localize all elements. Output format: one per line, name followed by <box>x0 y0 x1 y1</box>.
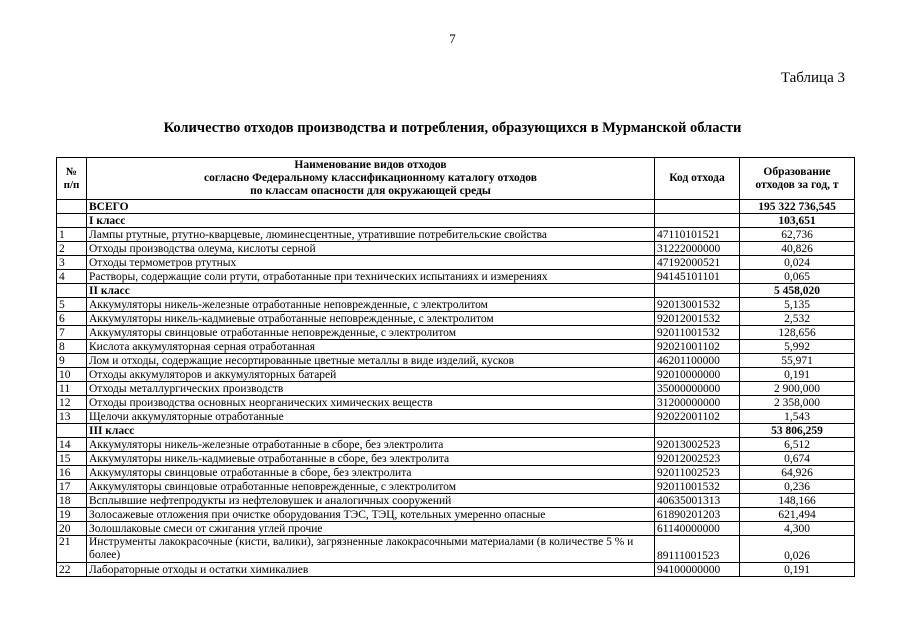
waste-name: Аккумуляторы свинцовые отработанные в сборе, без электролита <box>87 466 655 480</box>
table-row <box>57 536 855 563</box>
row-number: 11 <box>57 382 87 396</box>
cell-num <box>57 214 87 228</box>
waste-code: 92011002523 <box>655 466 740 480</box>
waste-code: 31200000000 <box>655 396 740 410</box>
waste-code: 92012002523 <box>655 452 740 466</box>
waste-code: 92013002523 <box>655 438 740 452</box>
cell-num <box>57 284 87 298</box>
row-number: 1 <box>57 228 87 242</box>
table-row <box>57 410 855 424</box>
total-label: ВСЕГО <box>87 200 655 214</box>
header-name <box>87 158 655 200</box>
table-row <box>57 452 855 466</box>
waste-code: 92021001102 <box>655 340 740 354</box>
row-number: 3 <box>57 256 87 270</box>
row-number: 19 <box>57 508 87 522</box>
waste-code: 46201100000 <box>655 354 740 368</box>
row-number: 20 <box>57 522 87 536</box>
waste-name: Золошлаковые смеси от сжигания углей прочие <box>87 522 655 536</box>
waste-amount: 0,026 <box>740 536 855 563</box>
cell-num <box>57 424 87 438</box>
row-number: 7 <box>57 326 87 340</box>
class1-amount: 103,651 <box>740 214 855 228</box>
table-row <box>57 298 855 312</box>
header-amount <box>740 158 855 200</box>
waste-name: Аккумуляторы никель-железные отработанные в сборе, без электролита <box>87 438 655 452</box>
waste-code: 92022001102 <box>655 410 740 424</box>
row-number: 2 <box>57 242 87 256</box>
waste-name: Инструменты лакокрасочные (кисти, валики), загрязненные лакокрасочными материалами (в количестве 5 % и более) <box>87 536 655 563</box>
row-number: 10 <box>57 368 87 382</box>
waste-code: 35000000000 <box>655 382 740 396</box>
table-row <box>57 396 855 410</box>
cell-code <box>655 200 740 214</box>
waste-amount: 621,494 <box>740 508 855 522</box>
page-number: 7 <box>449 31 456 46</box>
waste-amount: 0,065 <box>740 270 855 284</box>
table-header-row <box>57 158 855 200</box>
waste-code: 92011001532 <box>655 480 740 494</box>
waste-code: 92012001532 <box>655 312 740 326</box>
waste-amount: 5,992 <box>740 340 855 354</box>
waste-name: Лом и отходы, содержащие несортированные цветные металлы в виде изделий, кусков <box>87 354 655 368</box>
waste-code: 92010000000 <box>655 368 740 382</box>
header-name-line2: согласно Федеральному классификационному каталогу отходов <box>204 172 537 184</box>
class3-header-row <box>57 424 855 438</box>
table-row <box>57 494 855 508</box>
waste-amount: 148,166 <box>740 494 855 508</box>
waste-amount: 2 358,000 <box>740 396 855 410</box>
waste-name: Всплывшие нефтепродукты из нефтеловушек и аналогичных сооружений <box>87 494 655 508</box>
table-row <box>57 270 855 284</box>
class2-header-row <box>57 284 855 298</box>
document-title: Количество отходов производства и потребления, образующихся в Мурманской области <box>163 120 742 136</box>
waste-name: Растворы, содержащие соли ртути, отработанные при технических испытаниях и измерениях <box>87 270 655 284</box>
waste-name: Аккумуляторы свинцовые отработанные неповрежденные, с электролитом <box>87 326 655 340</box>
waste-name: Аккумуляторы свинцовые отработанные неповрежденные, с электролитом <box>87 480 655 494</box>
waste-code: 61890201203 <box>655 508 740 522</box>
waste-code: 47192000521 <box>655 256 740 270</box>
waste-name: Золосажевые отложения при очистке оборудования ТЭС, ТЭЦ, котельных умеренно опасные <box>87 508 655 522</box>
table-row <box>57 242 855 256</box>
row-number: 9 <box>57 354 87 368</box>
waste-code: 61140000000 <box>655 522 740 536</box>
table-row <box>57 256 855 270</box>
row-number: 18 <box>57 494 87 508</box>
table-row <box>57 438 855 452</box>
header-num <box>57 158 87 200</box>
waste-name: Отходы производства олеума, кислоты серной <box>87 242 655 256</box>
table-row <box>57 480 855 494</box>
waste-code: 94145101101 <box>655 270 740 284</box>
waste-amount: 128,656 <box>740 326 855 340</box>
table-body <box>57 200 855 577</box>
row-number: 8 <box>57 340 87 354</box>
waste-name: Отходы термометров ртутных <box>87 256 655 270</box>
row-number: 4 <box>57 270 87 284</box>
waste-amount: 2 900,000 <box>740 382 855 396</box>
row-number: 15 <box>57 452 87 466</box>
waste-amount: 0,191 <box>740 368 855 382</box>
waste-code: 89111001523 <box>655 536 740 563</box>
waste-name: Лампы ртутные, ртутно-кварцевые, люминесцентные, утратившие потребительские свойства <box>87 228 655 242</box>
waste-amount: 5,135 <box>740 298 855 312</box>
cell-code <box>655 424 740 438</box>
waste-name: Аккумуляторы никель-кадмиевые отработанные в сборе, без электролита <box>87 452 655 466</box>
class2-amount: 5 458,020 <box>740 284 855 298</box>
table-row <box>57 354 855 368</box>
row-number: 5 <box>57 298 87 312</box>
table-row <box>57 368 855 382</box>
waste-amount: 64,926 <box>740 466 855 480</box>
header-amount-line2: отходов за год, т <box>755 178 839 191</box>
table-row <box>57 382 855 396</box>
table-row <box>57 312 855 326</box>
header-num-line2: п/п <box>63 178 80 191</box>
class3-amount: 53 806,259 <box>740 424 855 438</box>
waste-amount: 55,971 <box>740 354 855 368</box>
waste-amount: 6,512 <box>740 438 855 452</box>
waste-amount: 1,543 <box>740 410 855 424</box>
waste-code: 47110101521 <box>655 228 740 242</box>
waste-table <box>56 157 855 577</box>
waste-name: Щелочи аккумуляторные отработанные <box>87 410 655 424</box>
table-row <box>57 563 855 577</box>
row-number: 21 <box>57 536 87 563</box>
cell-code <box>655 284 740 298</box>
cell-code <box>655 214 740 228</box>
waste-code: 94100000000 <box>655 563 740 577</box>
waste-code: 40635001313 <box>655 494 740 508</box>
row-number: 14 <box>57 438 87 452</box>
header-name-line3: по классам опасности для окружающей среды <box>250 185 491 197</box>
waste-amount: 2,532 <box>740 312 855 326</box>
waste-amount: 0,191 <box>740 563 855 577</box>
waste-amount: 0,236 <box>740 480 855 494</box>
waste-code: 92011001532 <box>655 326 740 340</box>
waste-amount: 4,300 <box>740 522 855 536</box>
row-number: 22 <box>57 563 87 577</box>
waste-name: Отходы производства основных неорганических химических веществ <box>87 396 655 410</box>
waste-amount: 40,826 <box>740 242 855 256</box>
waste-amount: 62,736 <box>740 228 855 242</box>
total-amount: 195 322 736,545 <box>740 200 855 214</box>
class2-label: II класс <box>87 284 655 298</box>
waste-name: Отходы металлургических производств <box>87 382 655 396</box>
waste-name: Лабораторные отходы и остатки химикалиев <box>87 563 655 577</box>
waste-name: Отходы аккумуляторов и аккумуляторных батарей <box>87 368 655 382</box>
table-row <box>57 466 855 480</box>
class1-header-row <box>57 214 855 228</box>
waste-code: 31222000000 <box>655 242 740 256</box>
waste-name: Аккумуляторы никель-железные отработанные неповрежденные, с электролитом <box>87 298 655 312</box>
header-code: Код отхода <box>655 158 740 200</box>
table-row <box>57 340 855 354</box>
table-row <box>57 326 855 340</box>
waste-amount: 0,674 <box>740 452 855 466</box>
waste-name: Кислота аккумуляторная серная отработанная <box>87 340 655 354</box>
row-number: 17 <box>57 480 87 494</box>
waste-amount: 0,024 <box>740 256 855 270</box>
class1-label: I класс <box>87 214 655 228</box>
class3-label: III класс <box>87 424 655 438</box>
cell-num <box>57 200 87 214</box>
table-row <box>57 508 855 522</box>
row-number: 13 <box>57 410 87 424</box>
table-label: Таблица 3 <box>780 70 845 86</box>
row-number: 16 <box>57 466 87 480</box>
total-row <box>57 200 855 214</box>
row-number: 6 <box>57 312 87 326</box>
table-row <box>57 522 855 536</box>
waste-name: Аккумуляторы никель-кадмиевые отработанные неповрежденные, с электролитом <box>87 312 655 326</box>
header-amount-line1: Образование <box>763 165 831 178</box>
header-name-line1: Наименование видов отходов <box>294 159 447 171</box>
table-row <box>57 228 855 242</box>
header-num-line1: № <box>65 165 78 178</box>
row-number: 12 <box>57 396 87 410</box>
waste-code: 92013001532 <box>655 298 740 312</box>
